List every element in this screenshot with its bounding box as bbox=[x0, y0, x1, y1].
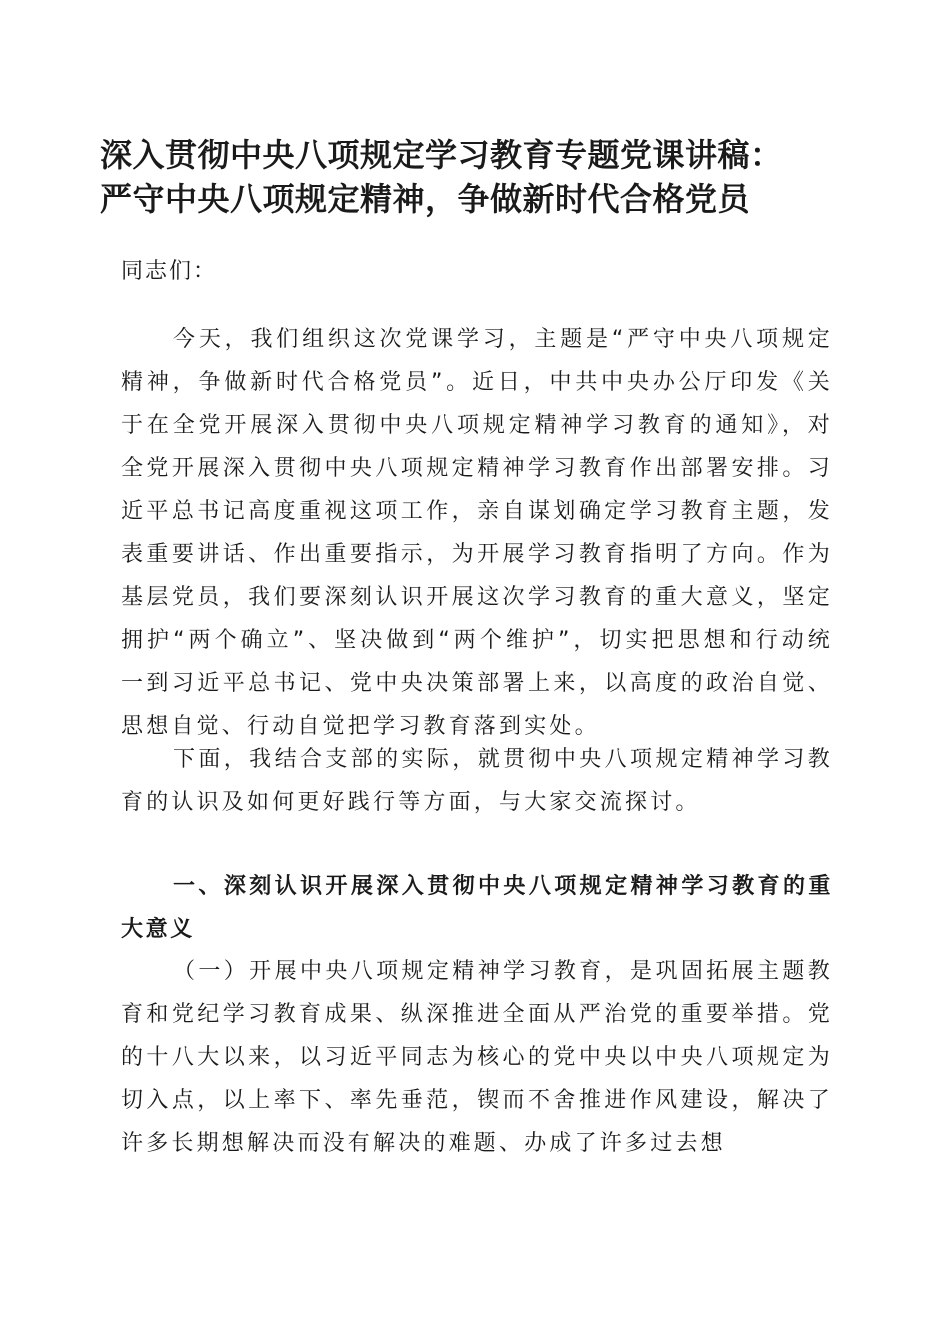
paragraph-subsection-1: （一）开展中央八项规定精神学习教育，是巩固拓展主题教育和党纪学习教育成果、纵深推进全面从严治党的重要举措。党的十八大以来，以习近平同志为核心的党中央以中央八项规定为切入点，以上率下、率先垂范，锲而不舍推进作风建设，解决了许多长期想解决而没有解决的难题、办成了许多过去想 bbox=[121, 959, 833, 1156]
document-title-line-1: 深入贯彻中央八项规定学习教育专题党课讲稿： bbox=[100, 136, 783, 174]
document-title-line-2: 严守中央八项规定精神，争做新时代合格党员 bbox=[100, 180, 751, 218]
paragraph-outline: 下面，我结合支部的实际，就贯彻中央八项规定精神学习教育的认识及如何更好践行等方面，与大家交流探讨。 bbox=[121, 747, 833, 815]
section-heading: 一、深刻认识开展深入贯彻中央八项规定精神学习教育的重大意义 bbox=[121, 874, 833, 942]
paragraph-intro: 今天，我们组织这次党课学习，主题是“严守中央八项规定精神，争做新时代合格党员”。近日，中共中央办公厅印发《关于在全党开展深入贯彻中央八项规定精神学习教育的通知》，对全党开展深入贯彻中央八项规定精神学习教育作出部署安排。习近平总书记高度重视这项工作，亲自谋划确定学习教育主题，发表重要讲话、作出重要指示，为开展学习教育指明了方向。作为基层党员，我们要深刻认识开展这次学习教育的重大意义，坚定拥护“两个确立”、坚决做到“两个维护”，切实把思想和行动统一到习近平总书记、党中央决策部署上来，以高度的政治自觉、思想自觉、行动自觉把学习教育落到实处。 bbox=[121, 327, 833, 739]
salutation: 同志们： bbox=[121, 259, 218, 284]
